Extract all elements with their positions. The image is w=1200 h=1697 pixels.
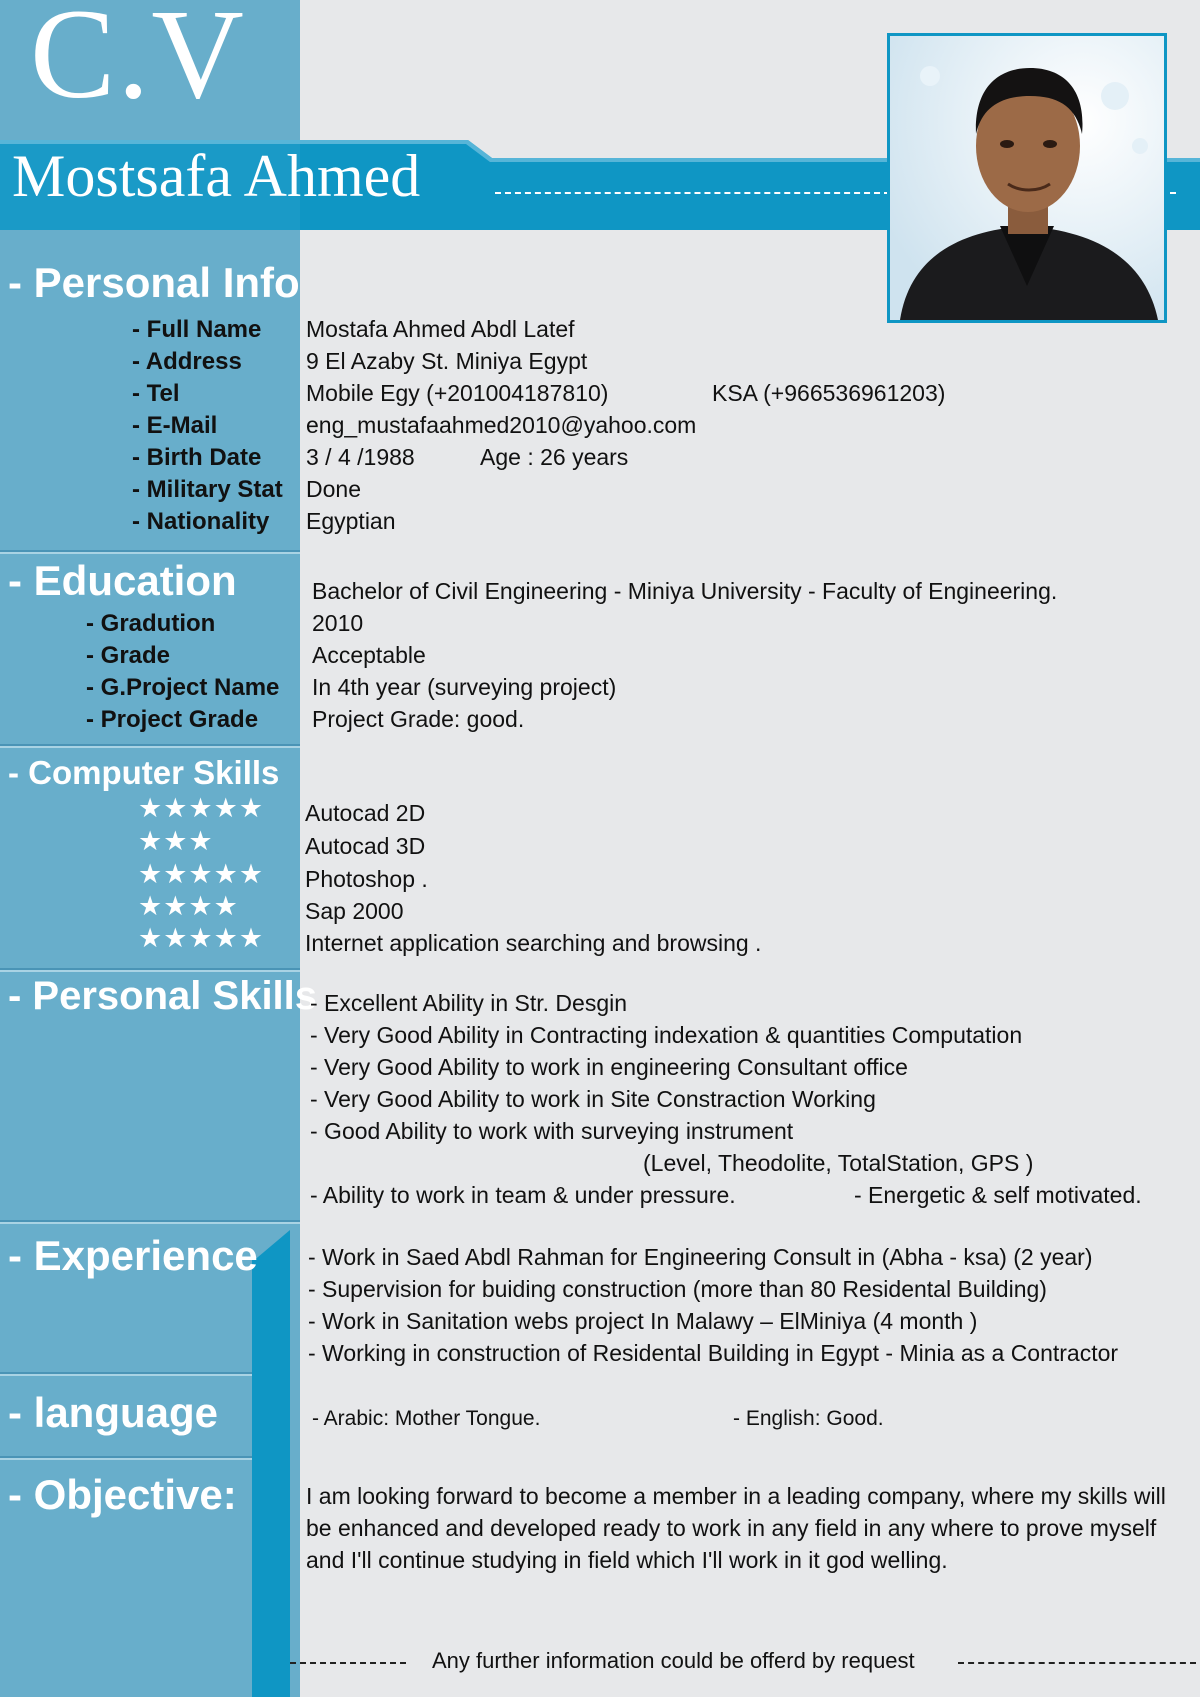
rating-stars: ★★★★★	[138, 859, 265, 889]
section-divider	[0, 1456, 252, 1458]
experience-item: - Supervision for buiding construction (more than 80 Residental Building)	[308, 1276, 1047, 1302]
skill-name: Autocad 3D	[305, 833, 426, 859]
avatar	[890, 36, 1164, 320]
value-full-name: Mostafa Ahmed Abdl Latef	[306, 316, 575, 342]
section-divider	[0, 550, 300, 552]
personal-skill-item: - Good Ability to work with surveying instrument	[310, 1118, 794, 1144]
value-nationality: Egyptian	[306, 508, 396, 534]
sidebar-accent-strip	[252, 1260, 290, 1697]
surveying-instruments: (Level, Theodolite, TotalStation, GPS )	[643, 1150, 1034, 1176]
label-military-status: - Military Stat	[132, 476, 283, 503]
experience-item: - Working in construction of Residental Building in Egypt - Minia as a Contractor	[308, 1340, 1119, 1366]
profile-photo	[887, 33, 1167, 323]
section-divider	[0, 744, 300, 746]
objective-text: I am looking forward to become a member in a leading company, where my skills will be enhanced and developed ready to work in any field in any where to prove myself and I'll continue studying in field which I'll work in it god welling.	[306, 1483, 1166, 1573]
section-title-objective: - Objective:	[8, 1471, 237, 1518]
label-email: - E-Mail	[132, 412, 218, 439]
section-title-computer-skills: - Computer Skills	[8, 754, 280, 791]
label-project-name: - G.Project Name	[86, 674, 280, 701]
personal-skill-item: - Ability to work in team & under pressure.	[310, 1182, 736, 1208]
label-nationality: - Nationality	[132, 508, 270, 535]
candidate-name: Mostsafa Ahmed	[12, 143, 421, 209]
skill-name: Photoshop .	[305, 866, 428, 892]
personal-skill-item: - Very Good Ability to work in Site Constraction Working	[310, 1086, 876, 1112]
value-address: 9 El Azaby St. Miniya Egypt	[306, 348, 588, 374]
personal-skill-item: - Very Good Ability in Contracting indexation & quantities Computation	[310, 1022, 1023, 1048]
value-degree: Bachelor of Civil Engineering - Miniya University - Faculty of Engineering.	[312, 578, 1058, 604]
value-birth-date: 3 / 4 /1988	[306, 444, 415, 470]
section-title-personal-info: - Personal Info	[8, 259, 300, 306]
value-graduation: 2010	[312, 610, 364, 636]
label-address: - Address	[132, 348, 242, 375]
personal-skill-item: - Energetic & self motivated.	[854, 1182, 1142, 1208]
label-birth-date: - Birth Date	[132, 444, 262, 471]
rating-stars: ★★★	[138, 826, 214, 856]
skill-name: Sap 2000	[305, 898, 404, 924]
banner-dashed-line	[495, 192, 890, 194]
footer-note: Any further information could be offerd by request	[432, 1648, 915, 1673]
language-english: - English: Good.	[733, 1407, 884, 1430]
label-grade: - Grade	[86, 642, 171, 669]
personal-skill-item: - Excellent Ability in Str. Desgin	[310, 990, 628, 1016]
value-project-grade: Project Grade: good.	[312, 706, 525, 732]
value-project-name: In 4th year (surveying project)	[312, 674, 617, 700]
personal-skill-item: - Very Good Ability to work in engineering Consultant office	[310, 1054, 908, 1080]
label-tel: - Tel	[132, 380, 180, 407]
value-tel-egypt: Mobile Egy (+201004187810)	[306, 380, 609, 406]
label-graduation: - Gradution	[86, 610, 216, 637]
value-grade: Acceptable	[312, 642, 426, 668]
cv-title: C.V	[30, 0, 246, 125]
value-tel-ksa: KSA (+966536961203)	[712, 380, 946, 406]
footer-dashed-line-right	[958, 1662, 1196, 1664]
value-age: Age : 26 years	[480, 444, 629, 470]
section-divider	[0, 968, 300, 970]
section-title-education: - Education	[8, 557, 237, 604]
experience-item: - Work in Sanitation webs project In Malawy – ElMiniya (4 month )	[308, 1308, 978, 1334]
skill-name: Internet application searching and browsing .	[305, 930, 762, 956]
experience-item: - Work in Saed Abdl Rahman for Engineering Consult in (Abha - ksa) (2 year)	[308, 1244, 1093, 1270]
label-full-name: - Full Name	[132, 316, 262, 343]
section-title-language: - language	[8, 1389, 219, 1436]
value-email[interactable]: eng_mustafaahmed2010@yahoo.com	[306, 412, 697, 438]
banner-dashed-line-end	[1170, 192, 1176, 194]
language-arabic: - Arabic: Mother Tongue.	[312, 1407, 541, 1430]
section-divider	[0, 1372, 252, 1374]
skill-name: Autocad 2D	[305, 800, 426, 826]
section-title-personal-skills: - Personal Skills	[8, 974, 318, 1018]
section-divider	[0, 1220, 300, 1222]
label-project-grade: - Project Grade	[86, 706, 259, 733]
rating-stars: ★★★★★	[138, 923, 265, 953]
value-military-status: Done	[306, 476, 361, 502]
rating-stars: ★★★★★	[138, 793, 265, 823]
footer-dashed-line-left	[290, 1662, 406, 1664]
rating-stars: ★★★★	[138, 891, 239, 921]
section-title-experience: - Experience	[8, 1232, 258, 1279]
